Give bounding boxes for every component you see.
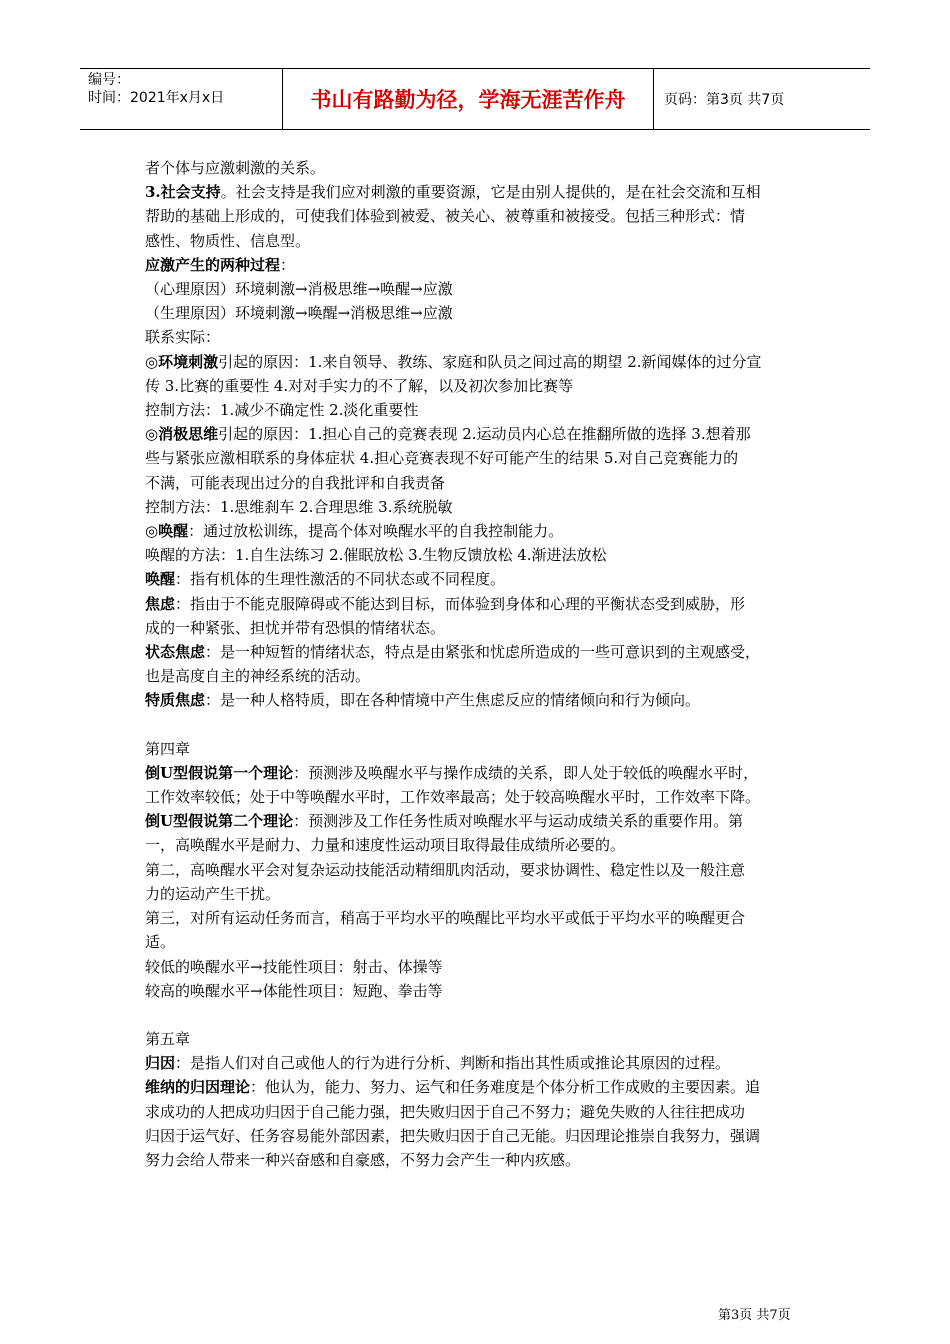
text-line: 较低的唤醒水平→技能性项目：射击、体操等 bbox=[145, 957, 443, 976]
text-line: 也是高度自主的神经系统的活动。 bbox=[145, 667, 371, 686]
text-line: 一，高唤醒水平是耐力、力量和速度性运动项目取得最佳成绩所必要的。 bbox=[145, 836, 626, 855]
text-line: （生理原因）环境刺激→唤醒→消极思维→应激 bbox=[145, 304, 453, 323]
text-line: 唤醒的方法：1.自生法练习 2.催眠放松 3.生物反馈放松 4.渐进法放松 bbox=[145, 546, 607, 565]
spacer bbox=[145, 1003, 810, 1027]
page-header bbox=[80, 68, 870, 130]
text-line: 些与紧张应激相联系的身体症状 4.担心竞赛表现不好可能产生的结果 5.对自己竞赛能力的 bbox=[145, 449, 739, 468]
text-line: 传 3.比赛的重要性 4.对对手实力的不了解，以及初次参加比赛等 bbox=[145, 376, 574, 395]
text-line: 成的一种紧张、担忧并带有恐惧的情绪状态。 bbox=[145, 618, 446, 637]
chapter-heading: 第四章 bbox=[145, 739, 191, 758]
text-line: ◎环境刺激引起的原因：1.来自领导、教练、家庭和队员之间过高的期望 2.新闻媒体的过分宣 bbox=[145, 352, 762, 371]
text-line: 感性、物质性、信息型。 bbox=[145, 231, 311, 250]
term-state-anxiety: 状态焦虑 bbox=[145, 643, 206, 662]
text-line: 控制方法：1.减少不确定性 2.淡化重要性 bbox=[145, 401, 419, 420]
term-environment-stimulus: 环境刺激 bbox=[158, 352, 219, 371]
chapter-heading: 第五章 bbox=[145, 1029, 191, 1048]
section-heading: 应激产生的两种过程： bbox=[145, 255, 296, 274]
text-line: 联系实际： bbox=[145, 328, 221, 347]
spacer bbox=[145, 713, 810, 737]
text-line: 倒U型假说第二个理论：预测涉及工作任务性质对唤醒水平与运动成绩关系的重要作用。第 bbox=[145, 812, 744, 831]
term-arousal: 唤醒 bbox=[158, 522, 189, 541]
text-line: 求成功的人把成功归因于自己能力强，把失败归因于自己不努力；避免失败的人往往把成功 bbox=[145, 1102, 746, 1121]
header-meta bbox=[80, 69, 282, 129]
page-footer: 第3页 共7页 bbox=[718, 1308, 791, 1323]
term-trait-anxiety: 特质焦虑 bbox=[145, 691, 206, 710]
text-line: 唤醒：指有机体的生理性激活的不同状态或不同程度。 bbox=[145, 570, 506, 589]
text-line: ◎消极思维引起的原因：1.担心自己的竞赛表现 2.运动员内心总在推翻所做的选择 3.想着那 bbox=[145, 425, 751, 444]
text-line: 者个体与应激刺激的关系。 bbox=[145, 159, 326, 177]
term-attribution: 归因 bbox=[145, 1054, 176, 1073]
text-line: 特质焦虑：是一种人格特质，即在各种情境中产生焦虑反应的情绪倾向和行为倾向。 bbox=[145, 691, 701, 710]
text-line: （心理原因）环境刺激→消极思维→唤醒→应激 bbox=[145, 280, 453, 299]
text-line: 力的运动产生干扰。 bbox=[145, 884, 281, 903]
text-line: 倒U型假说第一个理论：预测涉及唤醒水平与操作成绩的关系，即人处于较低的唤醒水平时， bbox=[145, 763, 759, 782]
text-line: 焦虑：指由于不能克服障碍或不能达到目标，而体验到身体和心理的平衡状态受到威胁，形 bbox=[145, 594, 746, 613]
text-line: 维纳的归因理论：他认为，能力、努力、运气和任务难度是个体分析工作成败的主要因素。追 bbox=[145, 1078, 761, 1097]
text-line: 归因于运气好、任务容易能外部因素，把失败归因于自己无能。归因理论推崇自我努力，强调 bbox=[145, 1126, 761, 1145]
text-line: 不满，可能表现出过分的自我批评和自我责备 bbox=[145, 473, 446, 492]
date-line: 时间：2021年x月x日 bbox=[88, 90, 225, 106]
text-line: 归因：是指人们对自己或他人的行为进行分析、判断和指出其性质或推论其原因的过程。 bbox=[145, 1054, 731, 1073]
term-weiner-theory: 维纳的归因理论 bbox=[145, 1078, 251, 1097]
term-social-support: 3.社会支持 bbox=[145, 183, 221, 202]
term-negative-thinking: 消极思维 bbox=[158, 425, 219, 444]
text-line: 第三，对所有运动任务而言，稍高于平均水平的唤醒比平均水平或低于平均水平的唤醒更合 bbox=[145, 909, 746, 928]
text-line: 3.社会支持。社会支持是我们应对刺激的重要资源，它是由别人提供的，是在社会交流和互相 bbox=[145, 183, 761, 202]
term-anxiety: 焦虑 bbox=[145, 594, 176, 613]
text-line: 帮助的基础上形成的，可使我们体验到被爱、被关心、被尊重和被接受。包括三种形式：情 bbox=[145, 207, 746, 226]
text-line: 适。 bbox=[145, 933, 176, 952]
text-line: 状态焦虑：是一种短暂的情绪状态，特点是由紧张和忧虑所造成的一些可意识到的主观感受， bbox=[145, 643, 761, 662]
text-line: 第二，高唤醒水平会对复杂运动技能活动精细肌肉活动，要求协调性、稳定性以及一般注意 bbox=[145, 860, 746, 879]
text-line: 控制方法：1.思维刹车 2.合理思维 3.系统脱敏 bbox=[145, 497, 453, 516]
term-inverted-u-first: 倒U型假说第一个理论 bbox=[145, 763, 294, 782]
document-body bbox=[145, 156, 810, 1172]
serial-number-label: 编号： bbox=[88, 72, 130, 88]
text-line: 较高的唤醒水平→体能性项目：短跑、拳击等 bbox=[145, 981, 443, 1000]
header-motto: 书山有路勤为径，学海无涯苦作舟 bbox=[282, 69, 654, 129]
header-page-info: 页码：第3页 共7页 bbox=[664, 92, 785, 108]
text-line: ◎唤醒：通过放松训练，提高个体对唤醒水平的自我控制能力。 bbox=[145, 522, 564, 541]
text-line: 努力会给人带来一种兴奋感和自豪感，不努力会产生一种内疚感。 bbox=[145, 1150, 581, 1169]
term-arousal-definition: 唤醒 bbox=[145, 570, 176, 589]
text-line: 工作效率较低；处于中等唤醒水平时，工作效率最高；处于较高唤醒水平时，工作效率下降。 bbox=[145, 788, 761, 807]
term-inverted-u-second: 倒U型假说第二个理论 bbox=[145, 812, 294, 831]
